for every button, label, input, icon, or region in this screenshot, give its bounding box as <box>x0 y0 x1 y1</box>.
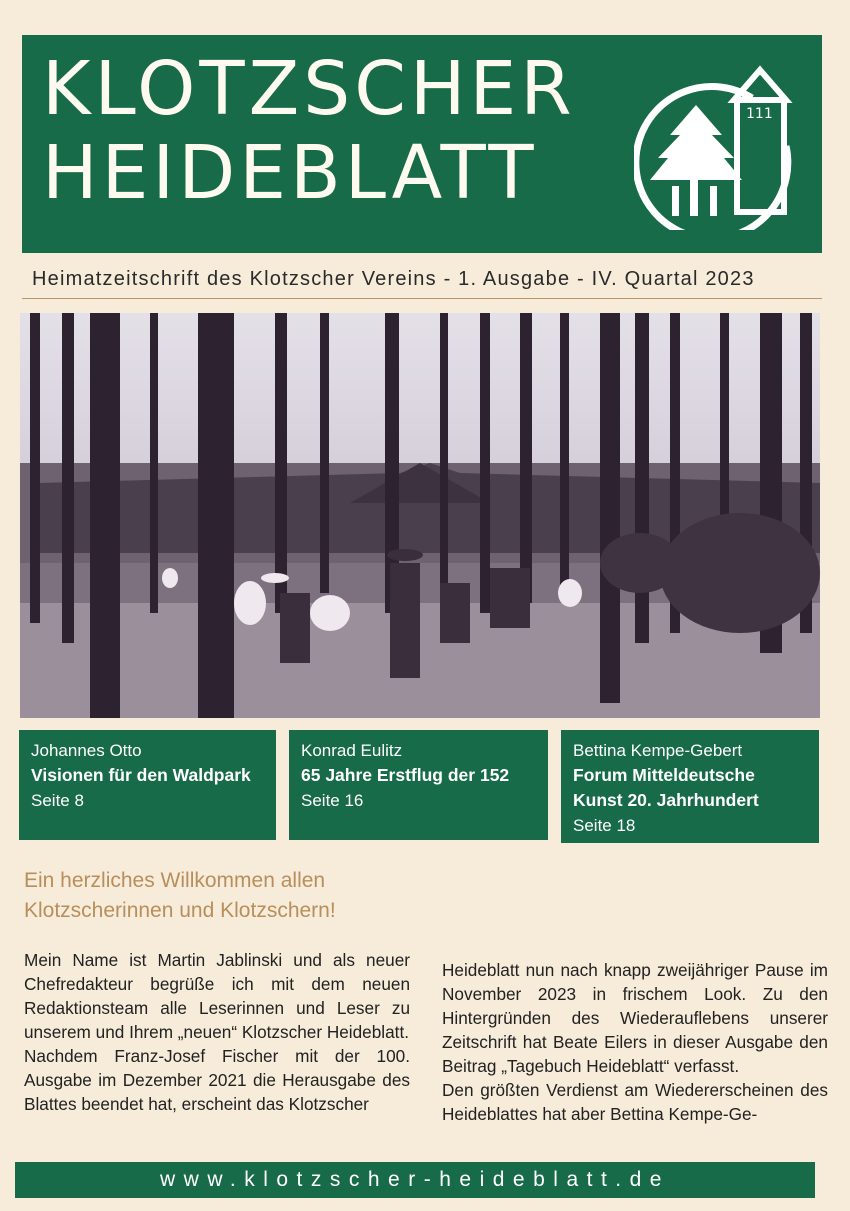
teaser-author: Johannes Otto <box>31 741 142 760</box>
teaser-box[interactable] <box>19 730 276 840</box>
article-column-2 <box>442 958 828 1126</box>
teaser-author: Konrad Eulitz <box>301 741 403 760</box>
article-paragraph: Nachdem Franz-Josef Fischer mit der 100. Ausgabe im Dezember 2021 die Herausgabe des Blattes beendet hat, erscheint das Klotzscher <box>24 1046 410 1114</box>
article-paragraph: Heideblatt nun nach knapp zweijähriger Pause im November 2023 in frischem Look. Zu den Hintergründen des Wiederauflebens unserer Zeitschrift hat Beate Eilers in dieser Ausgabe den Beitrag „Tagebuch Heideblatt“ verfasst. <box>442 960 828 1076</box>
cover-photo <box>20 313 820 718</box>
tree-tower-logo-icon <box>634 60 804 230</box>
headline-line-2: Klotzscherinnen und Klotzschern! <box>24 899 336 922</box>
website-link[interactable]: www.klotzscher-heideblatt.de <box>160 1168 670 1191</box>
website-footer <box>15 1162 815 1198</box>
welcome-headline <box>24 866 444 926</box>
teaser-page: Seite 18 <box>573 816 636 835</box>
teaser-title: 65 Jahre Erstflug der 152 <box>301 765 510 785</box>
teaser-box[interactable] <box>561 730 819 843</box>
teaser-box[interactable] <box>289 730 548 840</box>
article-paragraph: Mein Name ist Martin Jablinski und als neuer Chefredakteur begrüße ich mit dem neuen Redaktionsteam alle Leserinnen und Leser zu unserem und Ihrem „neuen“ Klotzscher Heideblatt. <box>24 950 410 1042</box>
masthead-title <box>42 47 576 215</box>
issue-subtitle: Heimatzeitschrift des Klotzscher Vereins - 1. Ausgabe - IV. Quartal 2023 <box>32 268 755 290</box>
teaser-title: Forum Mitteldeutsche <box>573 765 755 785</box>
teaser-page: Seite 8 <box>31 791 84 810</box>
logo-text: 111 <box>746 106 773 122</box>
masthead <box>22 35 822 253</box>
article-paragraph: Den größten Verdienst am Wiedererscheinen des Heideblattes hat aber Bettina Kempe-Ge- <box>442 1080 828 1124</box>
title-line-1: KLOTZSCHER <box>42 46 576 132</box>
article-column-1 <box>24 948 410 1116</box>
headline-line-1: Ein herzliches Willkommen allen <box>24 869 326 892</box>
title-line-2: HEIDEBLATT <box>42 130 538 216</box>
teaser-author: Bettina Kempe-Gebert <box>573 741 743 760</box>
teaser-page: Seite 16 <box>301 791 364 810</box>
teaser-title: Visionen für den Waldpark <box>31 765 251 785</box>
teaser-title: Kunst 20. Jahrhundert <box>573 790 759 810</box>
divider <box>22 298 822 299</box>
